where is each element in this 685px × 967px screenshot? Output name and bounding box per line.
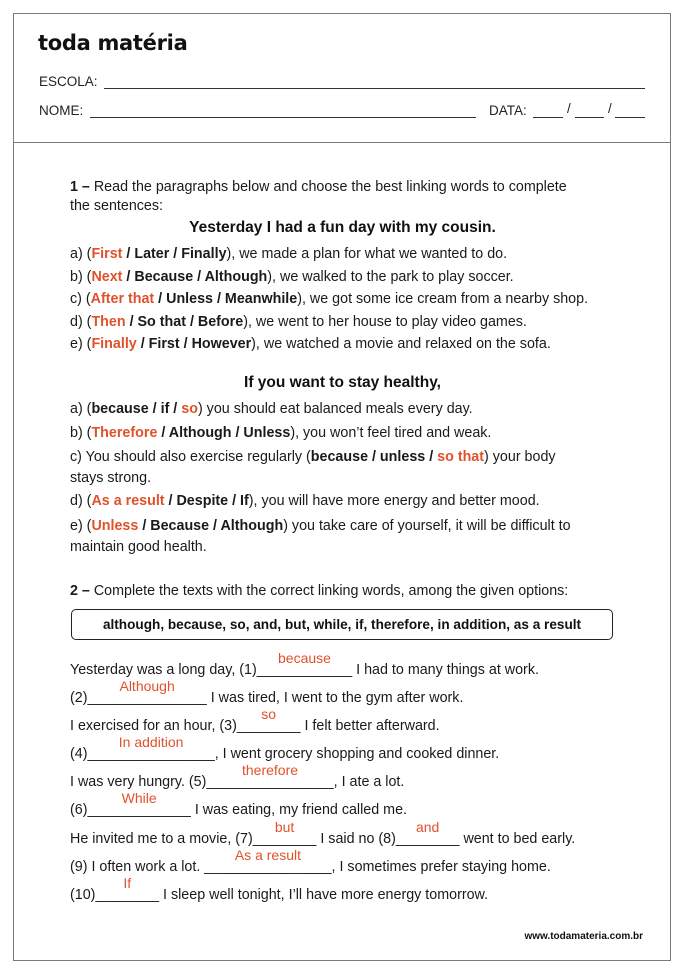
q2-line-4: (4)________________ In addition , I went grocery shopping and cooked dinner. [70, 734, 500, 762]
answer-blank[interactable]: ________________ As a result [204, 847, 332, 875]
date-month-field[interactable] [575, 117, 604, 118]
q2-line-5: I was very hungry. (5)________________ therefore , I ate a lot. [70, 762, 405, 790]
answer-blank[interactable]: ________ so [236, 706, 301, 734]
q1-b-item-c: c) You should also exercise regularly (because / unless / so that) your body [70, 449, 556, 465]
answer-blank[interactable]: _______________ Although [87, 678, 207, 706]
paragraph-title-a: Yesterday I had a fun day with my cousin. [189, 219, 496, 236]
date-separator: / [608, 101, 612, 116]
q2-line-6: (6)_____________ While I was eating, my friend called me. [70, 790, 407, 818]
nome-field[interactable] [90, 117, 476, 118]
filled-answer: While [121, 790, 157, 806]
escola-field[interactable] [104, 88, 645, 89]
escola-label: ESCOLA: [39, 74, 98, 89]
q2-line-2: (2)_______________ Although I was tired, I went to the gym after work. [70, 678, 464, 706]
q2-number: 2 – [70, 583, 90, 599]
q2-line-9: (10)________ If I sleep well tonight, I’ll have more energy tomorrow. [70, 875, 489, 903]
q2-line-1: Yesterday was a long day, (1)____________ because I had to many things at work. [70, 650, 539, 678]
filled-answer: but [274, 819, 295, 835]
header-divider [13, 142, 671, 143]
q1-instruction: 1 – Read the paragraphs below and choose the best linking words to complete [70, 179, 567, 195]
q1-item-b: b) (Next / Because / Although), we walked to the park to play soccer. [70, 269, 514, 285]
answer-blank[interactable]: ________________ In addition [87, 734, 215, 762]
q1-item-c: c) (After that / Unless / Meanwhile), we got some ice cream from a nearby shop. [70, 291, 589, 307]
q2-instruction: 2 – Complete the texts with the correct linking words, among the given options: [70, 583, 569, 599]
q1-item-d: d) (Then / So that / Before), we went to her house to play video games. [70, 314, 527, 330]
answer-blank[interactable]: ________ but [252, 819, 317, 847]
q1-instruction-cont: the sentences: [70, 198, 163, 214]
filled-answer: Although [119, 678, 175, 694]
date-year-field[interactable] [615, 117, 645, 118]
logo: toda matéria [38, 31, 188, 55]
q1-b-item-e-cont: maintain good health. [70, 539, 207, 555]
answer-blank[interactable]: ________________ therefore [206, 762, 334, 790]
q1-b-item-b: b) (Therefore / Although / Unless), you won’t feel tired and weak. [70, 425, 492, 441]
word-options-box: although, because, so, and, but, while, if, therefore, in addition, as a result [71, 609, 613, 640]
nome-label: NOME: [39, 103, 84, 118]
answer-blank[interactable]: ____________ because [256, 650, 353, 678]
q2-line-3: I exercised for an hour, (3)________ so I felt better afterward. [70, 706, 440, 734]
answer-blank[interactable]: ________ If [95, 875, 160, 903]
q1-item-e: e) (Finally / First / However), we watched a movie and relaxed on the sofa. [70, 336, 551, 352]
q1-b-item-d: d) (As a result / Despite / If), you will have more energy and better mood. [70, 493, 540, 509]
filled-answer: If [123, 875, 132, 891]
filled-answer: In addition [118, 734, 184, 750]
date-separator: / [567, 101, 571, 116]
date-day-field[interactable] [533, 117, 563, 118]
footer-url: www.todamateria.com.br [524, 931, 643, 942]
paragraph-title-b: If you want to stay healthy, [244, 374, 441, 391]
q2-line-7: He invited me to a movie, (7)________ but I said no (8)________ and went to bed early. [70, 819, 576, 847]
filled-answer: so [261, 706, 277, 722]
q2-line-8: (9) I often work a lot. ________________ As a result , I sometimes prefer staying home. [70, 847, 551, 875]
filled-answer: As a result [234, 847, 301, 863]
filled-answer: therefore [242, 762, 299, 778]
answer-blank[interactable]: ________ and [395, 819, 460, 847]
filled-answer: because [278, 650, 331, 666]
answer-blank[interactable]: _____________ While [87, 790, 191, 818]
q1-b-item-e: e) (Unless / Because / Although) you take care of yourself, it will be difficult to [70, 518, 571, 534]
filled-answer: and [415, 819, 440, 835]
q1-b-item-a: a) (because / if / so) you should eat balanced meals every day. [70, 401, 473, 417]
data-label: DATA: [489, 103, 527, 118]
q1-b-item-c-cont: stays strong. [70, 470, 152, 486]
q1-item-a: a) (First / Later / Finally), we made a plan for what we wanted to do. [70, 246, 508, 262]
q1-number: 1 – [70, 179, 90, 195]
